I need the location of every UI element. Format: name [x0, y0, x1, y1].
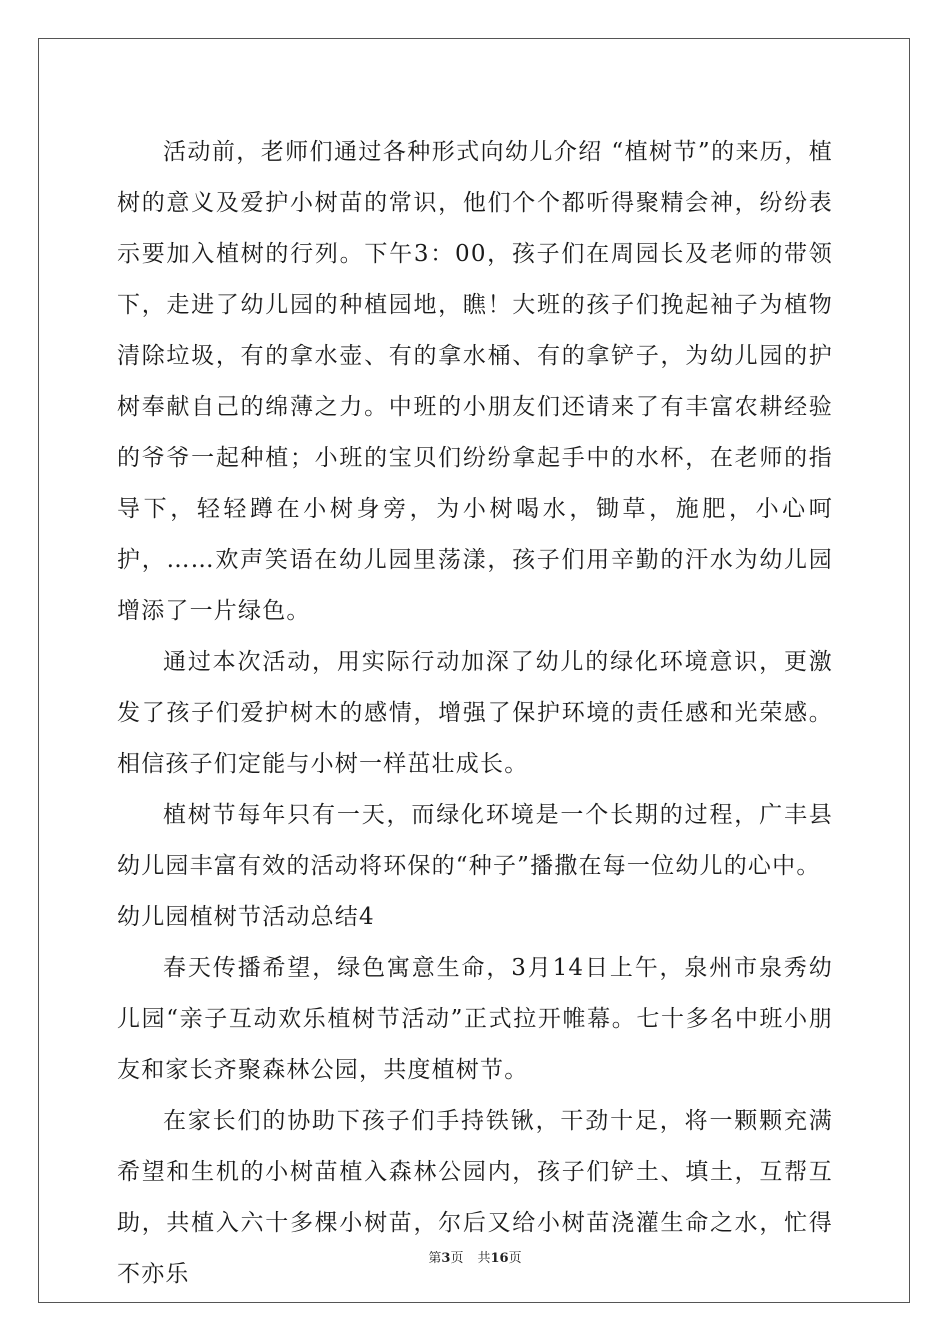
paragraph: 在家长们的协助下孩子们手持铁锹，干劲十足，将一颗颗充满希望和生机的小树苗植入森林公园内，孩子们铲土、填土，互帮互助，共植入六十多棵小树苗，尔后又给小树苗浇灌生命之水，忙得不亦乐 — [117, 1108, 833, 1287]
page-prefix: 第 — [428, 1251, 442, 1266]
total-suffix: 页 — [508, 1251, 522, 1266]
current-page-number: 3 — [441, 1251, 451, 1266]
section-heading: 幼儿园植树节活动总结4 — [117, 904, 375, 930]
total-prefix: 共 — [477, 1251, 491, 1266]
paragraph: 通过本次活动，用实际行动加深了幼儿的绿化环境意识，更激发了孩子们爱护树木的感情，增强了保护环境的责任感和光荣感。相信孩子们定能与小树一样茁壮成长。 — [117, 649, 833, 777]
paragraph: 植树节每年只有一天，而绿化环境是一个长期的过程，广丰县幼儿园丰富有效的活动将环保的“种子”播撒在每一位幼儿的心中。 — [117, 802, 833, 879]
document-body — [117, 127, 833, 1300]
paragraph: 春天传播希望，绿色寓意生命，3月14日上午，泉州市泉秀幼儿园“亲子互动欢乐植树节活动”正式拉开帷幕。七十多名中班小朋友和家长齐聚森林公园，共度植树节。 — [117, 955, 833, 1083]
page-footer — [0, 1247, 950, 1266]
page-suffix: 页 — [450, 1251, 464, 1266]
total-page-number: 16 — [490, 1251, 509, 1266]
paragraph: 活动前，老师们通过各种形式向幼儿介绍 “植树节”的来历，植树的意义及爱护小树苗的常识，他们个个都听得聚精会神，纷纷表示要加入植树的行列。下午3：00，孩子们在周园长及老师的带领下，走进了幼儿园的种植园地，瞧！大班的孩子们挽起袖子为植物清除垃圾，有的拿水壶、有的拿水桶、有的拿铲子，为幼儿园的护树奉献自己的绵薄之力。中班的小朋友们还请来了有丰富农耕经验的爷爷一起种植；小班的宝贝们纷纷拿起手中的水杯，在老师的指导下，轻轻蹲在小树身旁，为小树喝水，锄草，施肥，小心呵护，……欢声笑语在幼儿园里荡漾，孩子们用辛勤的汗水为幼儿园增添了一片绿色。 — [117, 139, 833, 624]
